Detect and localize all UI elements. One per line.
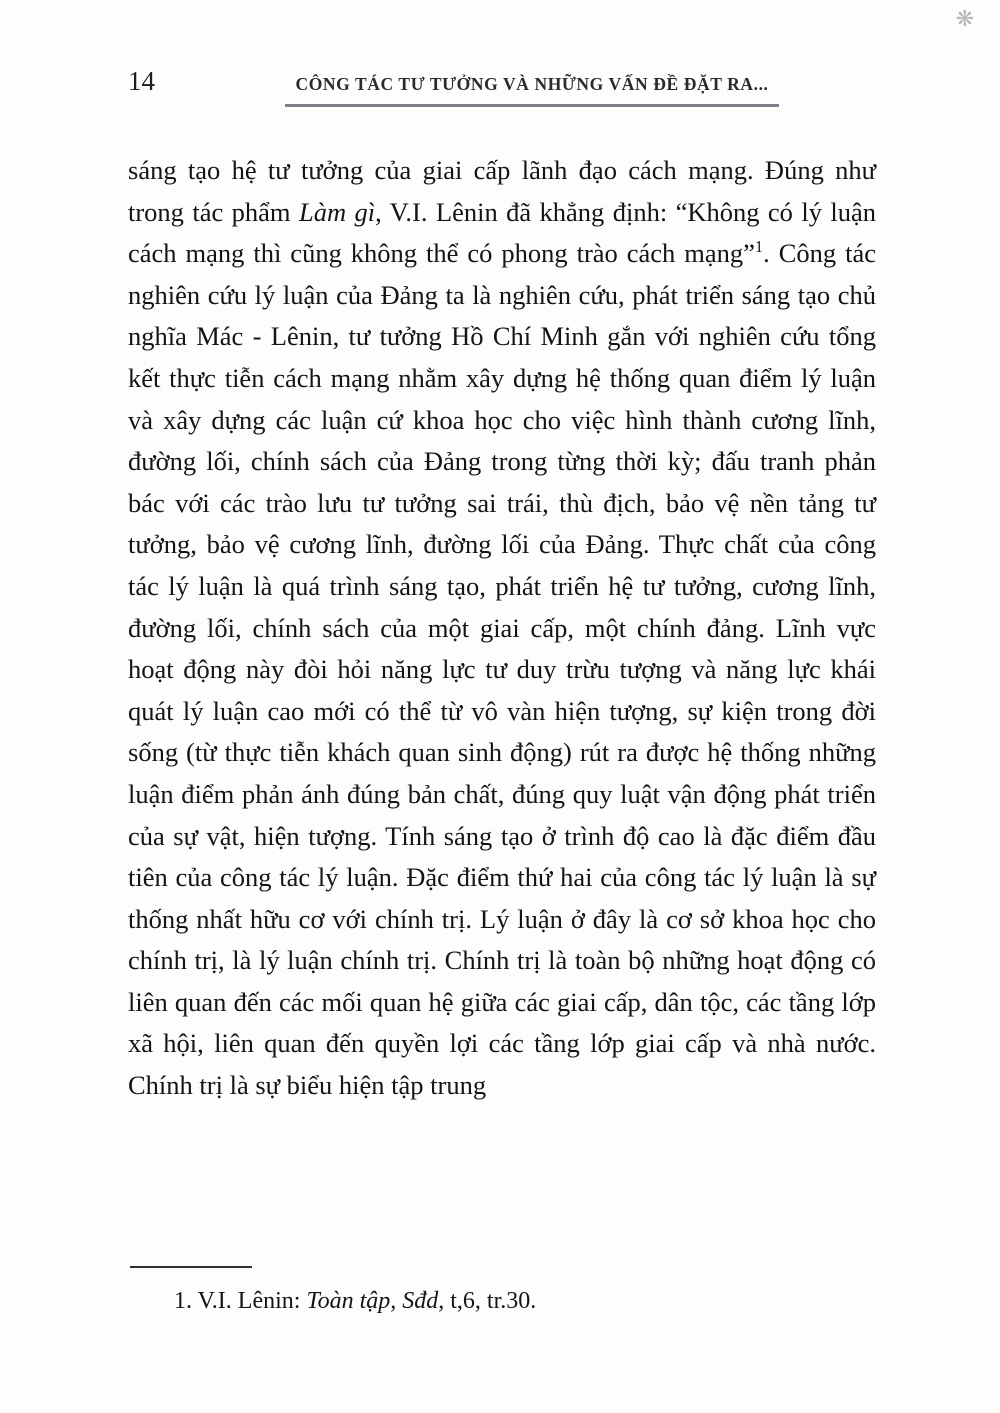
flower-icon: ❋	[955, 6, 974, 31]
footnote-text: 1. V.I. Lênin: Toàn tập, Sđd, t,6, tr.30.	[174, 1288, 537, 1314]
running-title-wrap	[188, 74, 876, 107]
page-number: 14	[128, 66, 155, 96]
running-header-title: CÔNG TÁC TƯ TƯỞNG VÀ NHỮNG VẤN ĐỀ ĐẶT RA...	[285, 74, 778, 107]
page-header	[128, 66, 876, 107]
footnote-separator	[130, 1266, 252, 1268]
body-paragraph: sáng tạo hệ tư tưởng của giai cấp lãnh đạo cách mạng. Đúng như trong tác phẩm Làm gì, V.I. Lênin đã khẳng định: “Không có lý luận cách mạng thì cũng không thể có phong trào cách mạng”$^1$. Công tác nghiên cứu lý luận của Đảng ta là nghiên cứu, phát triển sáng tạo chủ nghĩa Mác - Lênin, tư tưởng Hồ Chí Minh gắn với nghiên cứu tổng kết thực tiễn cách mạng nhằm xây dựng hệ thống quan điểm lý luận và xây dựng các luận cứ khoa học cho việc hình thành cương lĩnh, đường lối, chính sách của Đảng trong từng thời kỳ; đấu tranh phản bác với các trào lưu tư tưởng sai trái, thù địch, bảo vệ nền tảng tư tưởng, bảo vệ cương lĩnh, đường lối của Đảng. Thực chất của công tác lý luận là quá trình sáng tạo, phát triển hệ tư tưởng, cương lĩnh, đường lối, chính sách của một giai cấp, một chính đảng. Lĩnh vực hoạt động này đòi hỏi năng lực tư duy trừu tượng và năng lực khái quát lý luận cao mới có thể từ vô vàn hiện tượng, sự kiện trong đời sống (từ thực tiễn khách quan sinh động) rút ra được hệ thống những luận điểm phản ánh đúng bản chất, đúng quy luật vận động phát triển của sự vật, hiện tượng. Tính sáng tạo ở trình độ cao là đặc điểm đầu tiên của công tác lý luận. Đặc điểm thứ hai của công tác lý luận là sự thống nhất hữu cơ với chính trị. Lý luận ở đây là cơ sở khoa học cho chính trị, là lý luận chính trị. Chính trị là toàn bộ những hoạt động có liên quan đến các mối quan hệ giữa các giai cấp, dân tộc, các tầng lớp xã hội, liên quan đến quyền lợi các tầng lớp giai cấp và nhà nước. Chính trị là sự biểu hiện tập trung	[128, 155, 877, 1101]
